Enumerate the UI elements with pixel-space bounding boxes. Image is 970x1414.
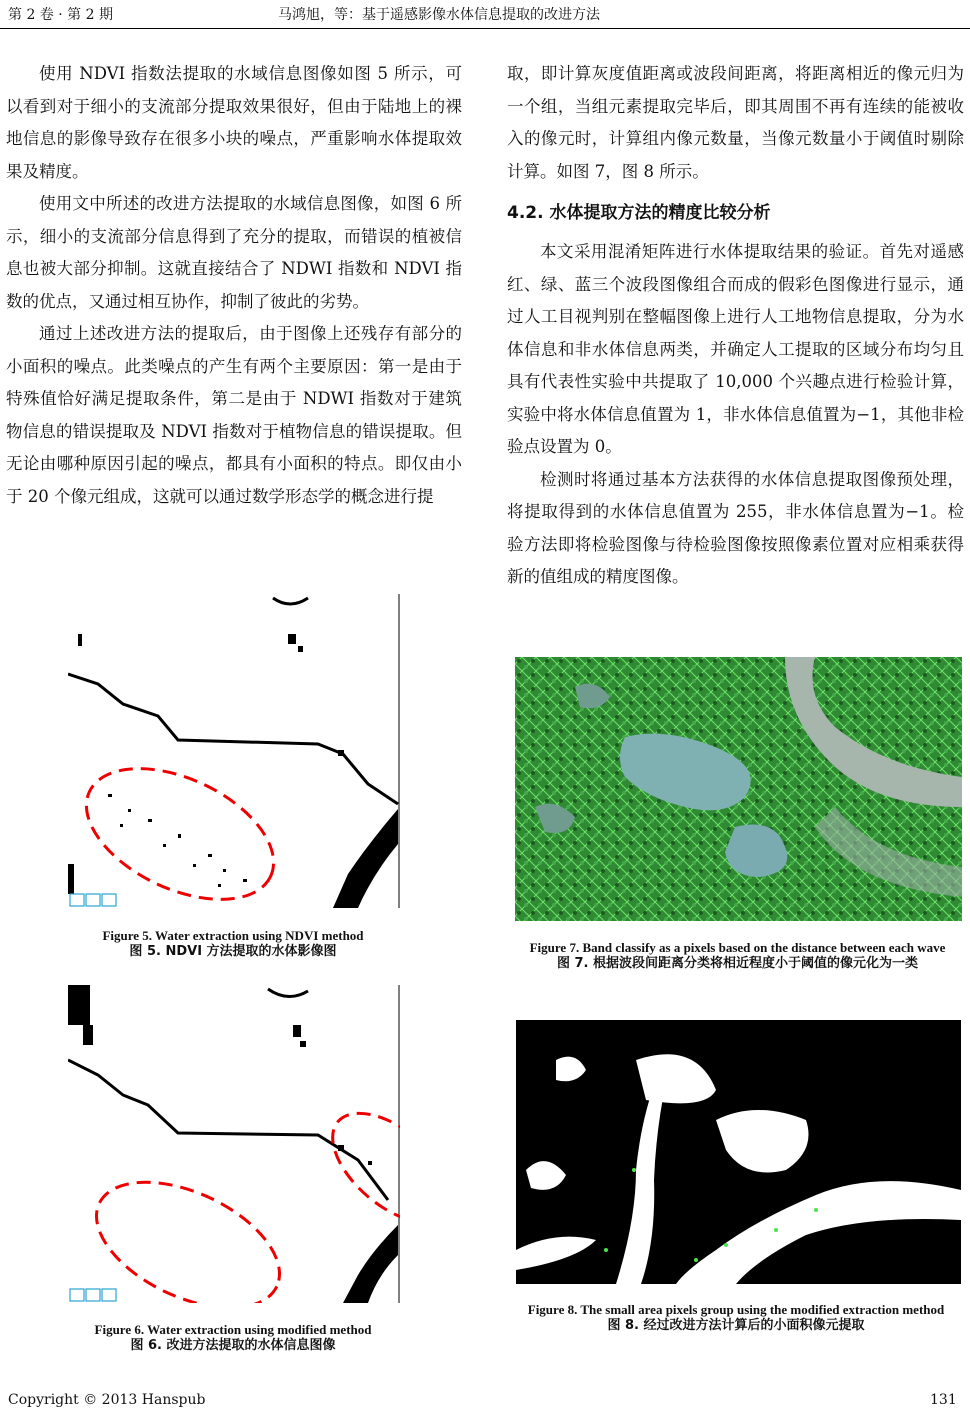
figure-7-image xyxy=(515,657,962,921)
figure-6-caption-en: Figure 6. Water extraction using modified method xyxy=(94,1322,372,1337)
running-title: 马鸿旭，等：基于遥感影像水体信息提取的改进方法 xyxy=(278,7,600,23)
paragraph: 使用文中所述的改进方法提取的水域信息图像，如图 6 所示，细小的支流部分信息得到了充分的提取，而错误的植被信息也被大部分抑制。这就直接结合了 NDWI 指数和 NDVI 指数的优点，又通过相互协作，抑制了彼此的劣势。 xyxy=(6,194,462,311)
figure-6-image xyxy=(68,985,400,1303)
paragraph: 使用 NDVI 指数法提取的水域信息图像如图 5 所示，可以看到对于细小的支流部分提取效果很好，但由于陆地上的裸地信息的影像导致存在很多小块的噪点，严重影响水体提取效果及精度。 xyxy=(6,64,462,181)
figure-6-caption xyxy=(50,1322,416,1354)
figure-5-caption xyxy=(50,928,416,960)
figure-7-caption-en: Figure 7. Band classify as a pixels based on the distance between each wave xyxy=(529,940,946,955)
header-rule xyxy=(0,28,970,29)
copyright: Copyright © 2013 Hanspub xyxy=(8,1392,206,1408)
paragraph: 检测时将通过基本方法获得的水体信息提取图像预处理，将提取得到的水体信息值置为 255，非水体信息置为−1。检验方法即将检验图像与待检验图像按照像素位置对应相乘获得新的值组成的精度图像。 xyxy=(507,469,964,586)
section-title: 4.2. 水体提取方法的精度比较分析 xyxy=(507,203,771,223)
figure-8-image xyxy=(516,1020,961,1284)
figure-7-caption xyxy=(510,940,965,972)
figure-5-image xyxy=(68,594,400,908)
figure-5-caption-zh: 图 5. NDVI 方法提取的水体影像图 xyxy=(129,944,337,959)
figure-8-caption xyxy=(505,1302,967,1334)
journal-issue: 第 2 卷 · 第 2 期 xyxy=(8,7,113,23)
paragraph: 通过上述改进方法的提取后，由于图像上还残存有部分的小面积的噪点。此类噪点的产生有两个主要原因：第一是由于特殊值恰好满足提取条件，第二是由于 NDWI 指数对于建筑物信息的错误提取及 NDVI 指数对于植物信息的错误提取。但无论由哪种原因引起的噪点，都具有小面积的特点。即仅由小于 20 个像元组成，这就可以通过数学形态学的概念进行提 xyxy=(6,324,462,506)
paragraph-continuation: 取，即计算灰度值距离或波段间距离，将距离相近的像元归为一个组，当组元素提取完毕后，即其周围不再有连续的能被收入的像元时，计算组内像元数量，当像元数量小于阈值时剔除计算。如图 7，图 8 所示。 xyxy=(507,64,964,181)
figure-8-caption-zh: 图 8. 经过改进方法计算后的小面积像元提取 xyxy=(607,1318,865,1333)
page-number: 131 xyxy=(930,1392,957,1408)
figure-8-caption-en: Figure 8. The small area pixels group using the modified extraction method xyxy=(527,1302,945,1317)
left-column xyxy=(6,58,462,513)
right-column xyxy=(507,58,964,594)
running-header xyxy=(8,4,962,28)
figure-5-caption-en: Figure 5. Water extraction using NDVI method xyxy=(102,928,364,943)
figure-6-caption-zh: 图 6. 改进方法提取的水体信息图像 xyxy=(130,1338,336,1353)
figure-7-caption-zh: 图 7. 根据波段间距离分类将相近程度小于阈值的像元化为一类 xyxy=(556,956,919,971)
paragraph: 本文采用混淆矩阵进行水体提取结果的验证。首先对遥感红、绿、蓝三个波段图像组合而成的假彩色图像进行显示，通过人工目视判别在整幅图像上进行人工地物信息提取，分为水体信息和非水体信息两类，并确定人工提取的区域分布均匀且具有代表性实验中共提取了 10,000 个兴趣点进行检验计算，实验中将水体信息值置为 1，非水体信息值置为−1，其他非检验点设置为 0。 xyxy=(507,242,964,456)
